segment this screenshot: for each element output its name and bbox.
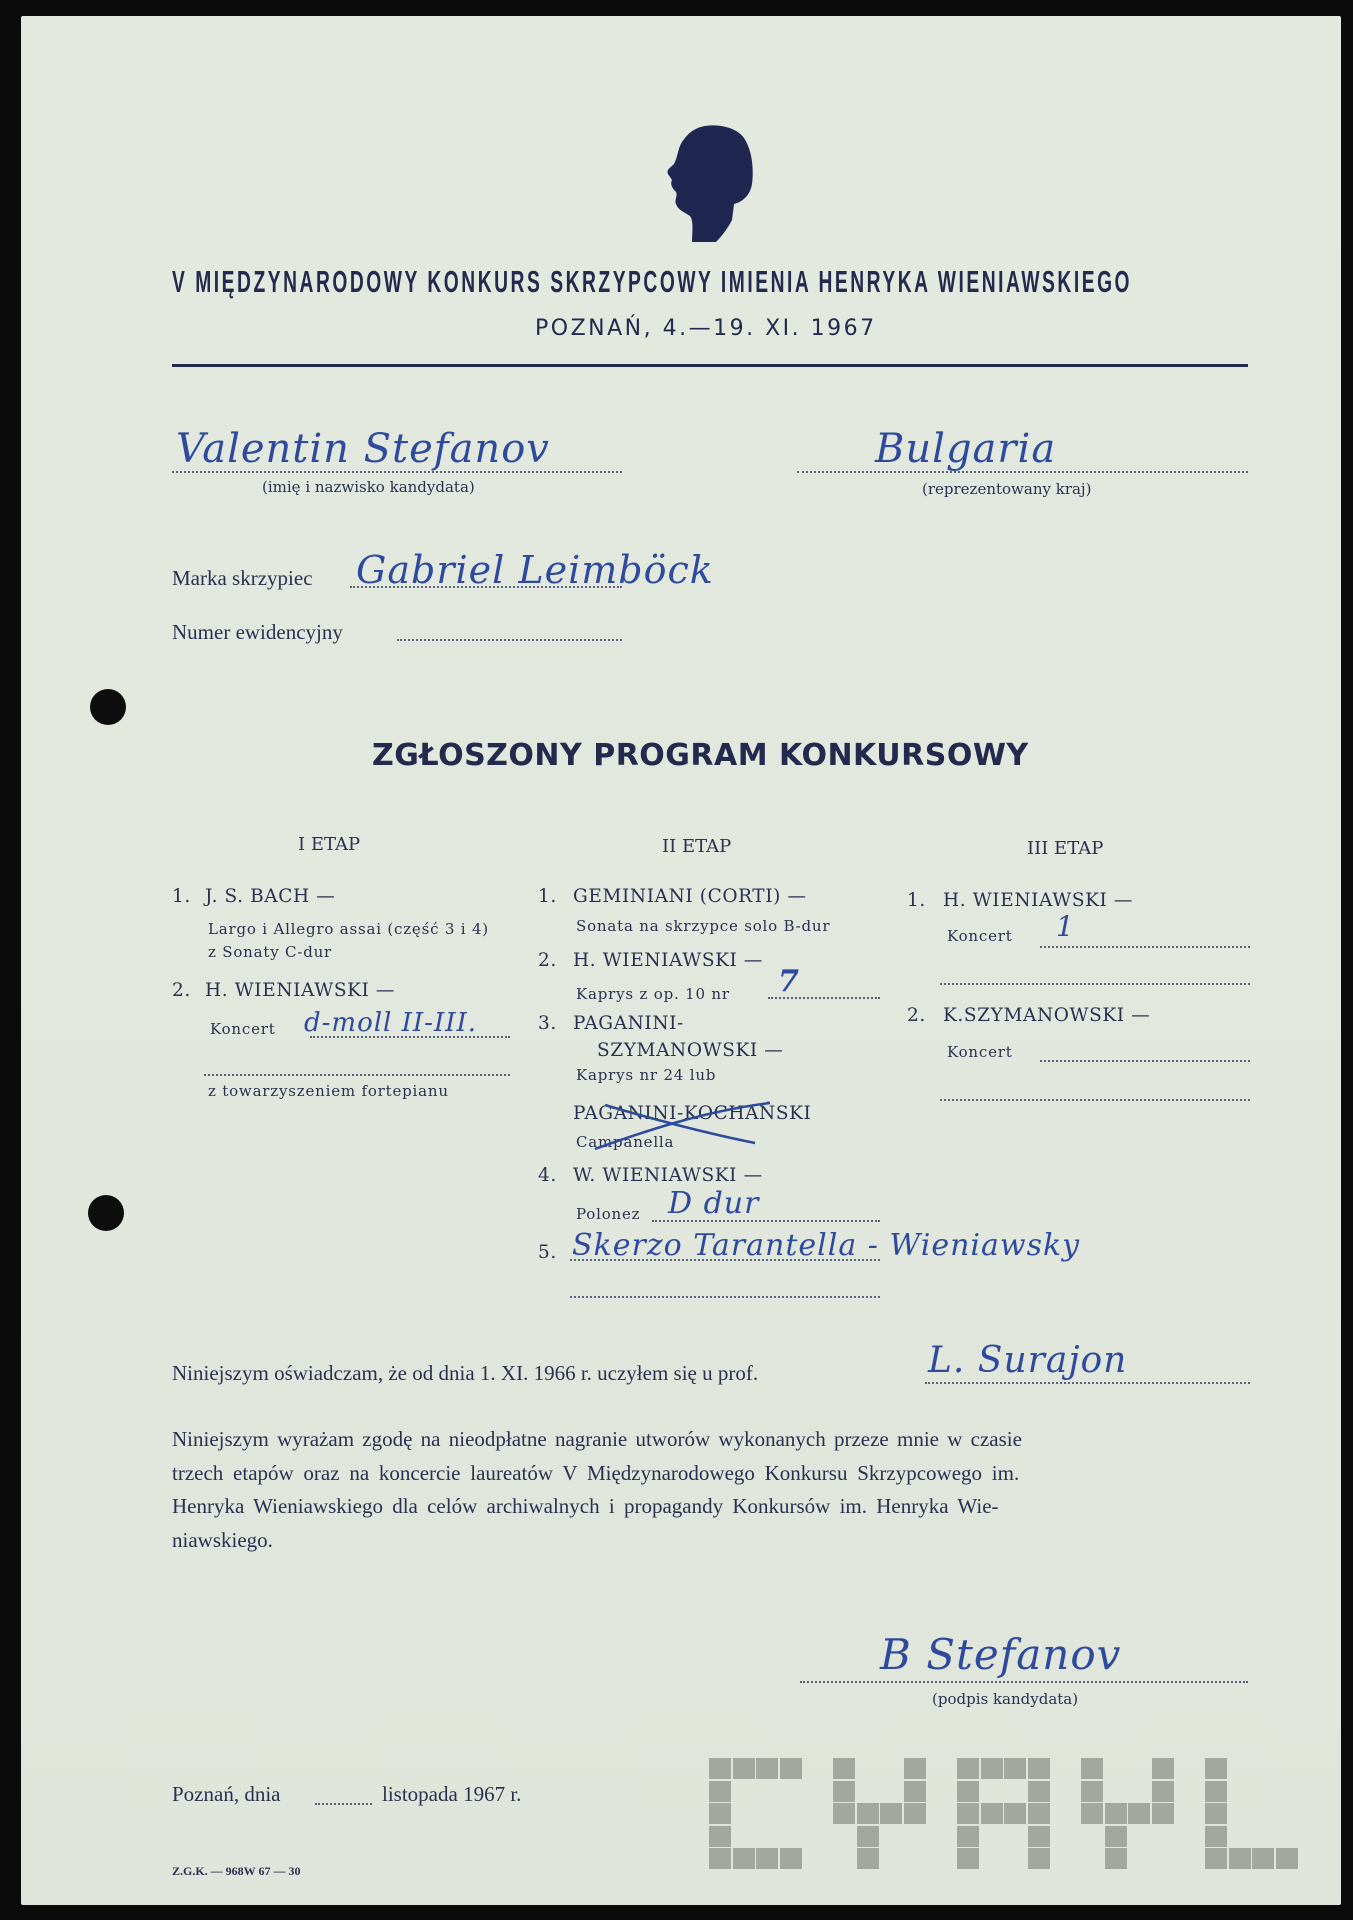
watermark-block — [1205, 1826, 1227, 1847]
stage2-item3-alt-line: Campanella — [576, 1133, 675, 1151]
print-code: Z.G.K. — 968W 67 — 30 — [172, 1864, 301, 1878]
stage1-item2-label: Koncert — [210, 1020, 276, 1038]
watermark-block — [709, 1848, 731, 1869]
number-line — [397, 639, 622, 641]
signature-caption: (podpis kandydata) — [932, 1690, 1079, 1708]
watermark-block — [1205, 1758, 1227, 1779]
cyryl-watermark — [709, 1758, 1309, 1870]
document-title: V MIĘDZYNARODOWY KONKURS SKRZYPCOWY IMIENIA HENRYKA WIENIAWSKIEGO — [172, 264, 1133, 299]
country-line — [797, 471, 1248, 473]
watermark-block — [1081, 1803, 1103, 1824]
watermark-block — [904, 1781, 926, 1802]
violin-label: Marka skrzypiec — [172, 566, 313, 590]
stage1-item1-composer: J. S. BACH — — [205, 886, 336, 907]
stage3-item2-composer: K.SZYMANOWSKI — — [943, 1005, 1151, 1026]
place-date-suffix: listopada 1967 r. — [382, 1782, 522, 1806]
watermark-block — [857, 1826, 879, 1847]
watermark-block — [1152, 1803, 1174, 1824]
watermark-block — [1028, 1781, 1050, 1802]
watermark-block — [1105, 1848, 1127, 1869]
punch-hole-top — [90, 689, 126, 725]
watermark-block — [1081, 1781, 1103, 1802]
watermark-block — [1105, 1826, 1127, 1847]
candidate-name-caption: (imię i nazwisko kandydata) — [262, 478, 475, 496]
stage1-item1-number: 1. — [172, 886, 191, 907]
stage1-item1-line2: z Sonaty C-dur — [208, 943, 333, 961]
stage3-item2-label: Koncert — [947, 1043, 1013, 1061]
professor-line — [925, 1382, 1250, 1384]
stage2-item1-number: 1. — [538, 886, 557, 907]
stage3-item1-composer: H. WIENIAWSKI — — [943, 890, 1134, 911]
watermark-block — [780, 1758, 802, 1779]
stage1-title: I ETAP — [298, 834, 361, 855]
stage1-item2-value: d-moll II-III. — [304, 1008, 478, 1038]
watermark-block — [1205, 1803, 1227, 1824]
watermark-block — [904, 1758, 926, 1779]
stage1-item2-composer: H. WIENIAWSKI — — [205, 980, 396, 1001]
watermark-block — [1276, 1848, 1298, 1869]
stage3-title: III ETAP — [1027, 838, 1104, 859]
number-label: Numer ewidencyjny — [172, 620, 343, 644]
stage3-item1-label: Koncert — [947, 927, 1013, 945]
watermark-block — [756, 1848, 778, 1869]
watermark-block — [733, 1848, 755, 1869]
stage2-item1-composer: GEMINIANI (CORTI) — — [573, 886, 807, 907]
watermark-block — [1028, 1848, 1050, 1869]
place-date-prefix: Poznań, dnia — [172, 1782, 281, 1806]
composer-silhouette-icon — [664, 124, 756, 244]
stage3-item1-number: 1. — [907, 890, 926, 911]
watermark-block — [709, 1781, 731, 1802]
watermark-block — [957, 1826, 979, 1847]
watermark-block — [1152, 1758, 1174, 1779]
watermark-block — [709, 1826, 731, 1847]
stage1-item1-line1: Largo i Allegro assai (część 3 i 4) — [208, 920, 489, 938]
watermark-block — [1205, 1848, 1227, 1869]
watermark-block — [1152, 1781, 1174, 1802]
watermark-block — [1205, 1781, 1227, 1802]
consent-line-4: niawskiego. — [172, 1528, 273, 1552]
watermark-block — [957, 1781, 979, 1802]
stage2-item4-label: Polonez — [576, 1205, 641, 1223]
stage3-item1-value: 1 — [1056, 910, 1075, 943]
stage2-item3-number: 3. — [538, 1013, 557, 1034]
watermark-block — [904, 1803, 926, 1824]
country-value: Bulgaria — [875, 426, 1057, 472]
candidate-name-line — [172, 471, 622, 473]
candidate-signature: B Stefanov — [880, 1630, 1122, 1679]
watermark-block — [981, 1758, 1003, 1779]
stage2-item2-label: Kaprys z op. 10 nr — [576, 985, 730, 1003]
punch-hole-bottom — [88, 1195, 124, 1231]
watermark-block — [1004, 1803, 1026, 1824]
stage2-item4-number: 4. — [538, 1165, 557, 1186]
watermark-block — [1252, 1848, 1274, 1869]
watermark-block — [709, 1758, 731, 1779]
stage1-item2-number: 2. — [172, 980, 191, 1001]
program-heading: ZGŁOSZONY PROGRAM KONKURSOWY — [372, 738, 1029, 773]
watermark-block — [709, 1803, 731, 1824]
watermark-block — [957, 1803, 979, 1824]
stage3-item1-line — [1040, 946, 1250, 948]
watermark-block — [857, 1848, 879, 1869]
watermark-block — [780, 1848, 802, 1869]
study-declaration: Niniejszym oświadczam, że od dnia 1. XI. 1966 r. uczyłem się u prof. — [172, 1361, 759, 1385]
professor-value: L. Surajon — [928, 1340, 1128, 1381]
stage3-item2-line — [1040, 1060, 1250, 1062]
stage2-item2-number: 2. — [538, 950, 557, 971]
watermark-block — [1004, 1758, 1026, 1779]
stage2-item5-value: Skerzo Tarantella - Wieniawsky — [572, 1228, 1081, 1263]
watermark-block — [957, 1758, 979, 1779]
watermark-block — [857, 1803, 879, 1824]
watermark-block — [1028, 1803, 1050, 1824]
watermark-block — [981, 1803, 1003, 1824]
strike-through-mark — [585, 1095, 785, 1155]
watermark-block — [756, 1758, 778, 1779]
stage2-extra-line — [570, 1296, 880, 1298]
stage2-item3-composer-b: SZYMANOWSKI — — [597, 1040, 784, 1061]
watermark-block — [957, 1848, 979, 1869]
stage3-item2-extra-line — [940, 1099, 1250, 1101]
stage2-item3-composer-a: PAGANINI- — [573, 1013, 684, 1034]
date-line — [315, 1803, 372, 1805]
document-subtitle: POZNAŃ, 4.—19. XI. 1967 — [535, 316, 877, 341]
signature-line — [800, 1681, 1248, 1683]
stage2-item2-composer: H. WIENIAWSKI — — [573, 950, 764, 971]
stage1-accompaniment: z towarzyszeniem fortepianu — [208, 1082, 449, 1100]
watermark-block — [1229, 1848, 1251, 1869]
watermark-block — [1128, 1803, 1150, 1824]
stage2-item5-number: 5. — [538, 1242, 557, 1263]
stage2-item2-value: 7 — [778, 964, 800, 999]
consent-line-1: Niniejszym wyrażam zgodę na nieodpłatne nagranie utworów wykonanych przeze mnie w czasie — [172, 1427, 1022, 1451]
cyryl-watermark-text — [709, 1758, 712, 1759]
watermark-block — [833, 1758, 855, 1779]
watermark-block — [1028, 1826, 1050, 1847]
stage2-item4-value: D dur — [668, 1186, 760, 1221]
consent-line-3: Henryka Wieniawskiego dla celów archiwalnych i propagandy Konkursów im. Henryka Wie- — [172, 1494, 999, 1518]
violin-value: Gabriel Leimböck — [356, 548, 714, 592]
consent-line-2: trzech etapów oraz na koncercie laureatów V Międzynarodowego Konkursu Skrzypcowego im. — [172, 1461, 1020, 1485]
watermark-block — [1081, 1758, 1103, 1779]
header-rule — [172, 364, 1248, 367]
stage3-item1-extra-line — [940, 983, 1250, 985]
stage2-title: II ETAP — [662, 836, 732, 857]
stage2-item3-line: Kaprys nr 24 lub — [576, 1066, 717, 1084]
stage1-extra-line — [204, 1074, 510, 1076]
watermark-block — [833, 1781, 855, 1802]
watermark-block — [880, 1803, 902, 1824]
watermark-block — [733, 1758, 755, 1779]
stage2-item3-alt-composer: PAGANINI-KOCHAŃSKI — [573, 1103, 812, 1124]
watermark-block — [1028, 1758, 1050, 1779]
stage2-item1-line: Sonata na skrzypce solo B-dur — [576, 917, 831, 935]
watermark-block — [833, 1803, 855, 1824]
country-caption: (reprezentowany kraj) — [922, 480, 1092, 498]
watermark-block — [1105, 1803, 1127, 1824]
stage2-item4-composer: W. WIENIAWSKI — — [573, 1165, 763, 1186]
stage3-item2-number: 2. — [907, 1005, 926, 1026]
candidate-name-value: Valentin Stefanov — [176, 426, 550, 472]
